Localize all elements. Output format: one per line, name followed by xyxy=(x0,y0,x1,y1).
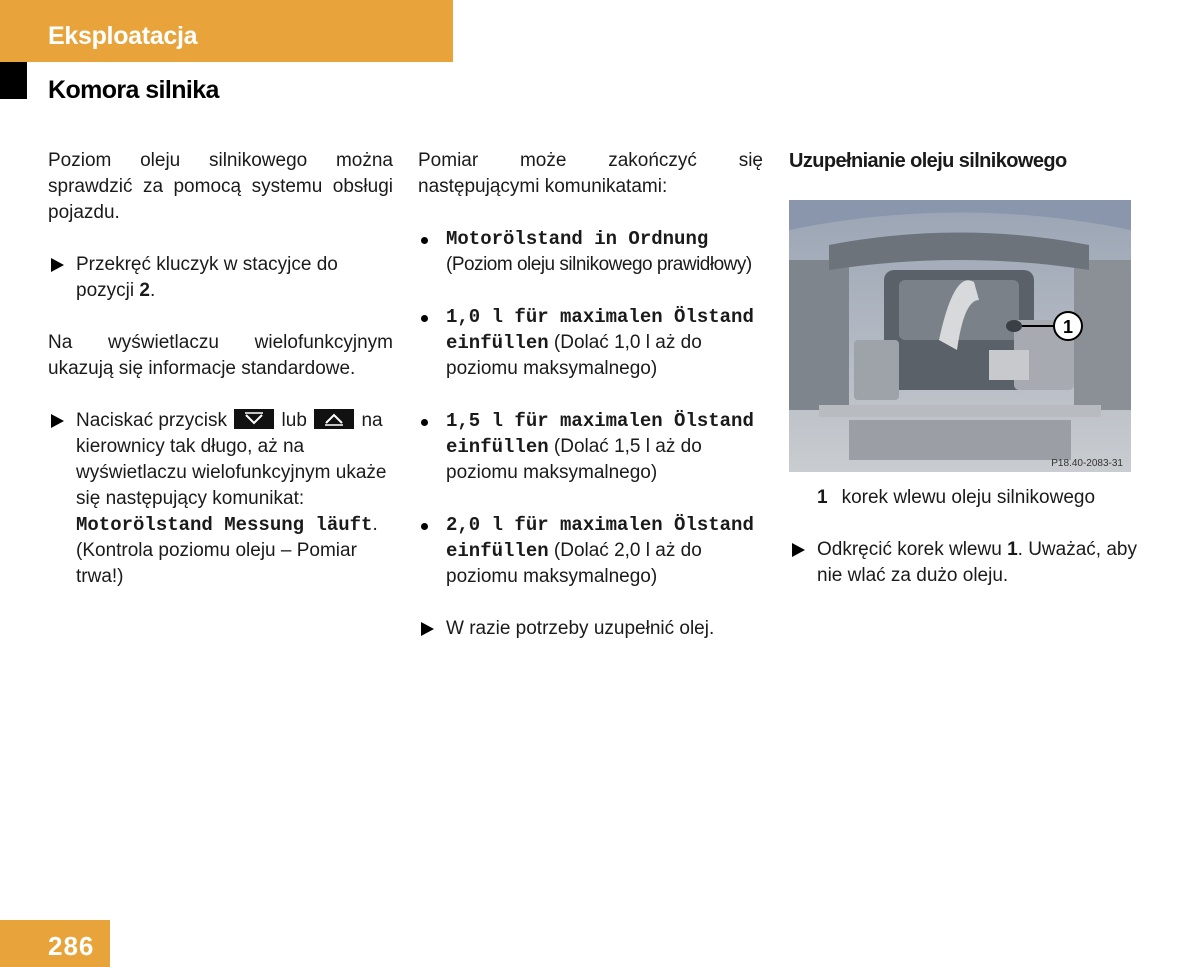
step-turn-key xyxy=(48,252,346,304)
paragraph-oil-check: Poziom oleju silnikowego można sprawdzić za pomocą systemu obsługi pojazdu. xyxy=(48,150,393,223)
column-1 xyxy=(48,148,393,590)
message-code: Motorölstand in Ordnung xyxy=(446,228,709,250)
photo-code: P18.40-2083-31 xyxy=(1051,458,1123,469)
step-text-a: Odkręcić korek wlewu xyxy=(817,539,1008,560)
message-desc: (Dolać 1,0 l aż do poziomu maksymalnego) xyxy=(446,332,702,379)
message-code: 1,5 l für maximalen Ölstand einfüllen xyxy=(446,410,754,458)
bullet-icon xyxy=(421,419,428,426)
display-message: Motorölstand Messung läuft xyxy=(76,514,373,536)
paragraph-display: Na wyświetlaczu wielofunkcyjnym ukazują się informacje standardowe. xyxy=(48,332,393,379)
step-text: Przekręć kluczyk w stacyjce do pozycji xyxy=(76,254,338,301)
step-text-or: lub xyxy=(281,410,307,431)
step-text: W razie potrzeby uzupełnić olej. xyxy=(446,618,715,639)
list-item xyxy=(418,408,763,486)
caption-number: 1 xyxy=(817,487,828,508)
message-desc: (Poziom oleju silnikowego prawidłowy) xyxy=(446,254,752,275)
photo-caption xyxy=(817,485,1095,511)
step-text-b: . Uważać, aby nie wlać za dużo oleju. xyxy=(817,539,1137,586)
step-top-up xyxy=(418,616,763,642)
arrow-up-button-icon xyxy=(314,409,354,429)
engine-bay-photo xyxy=(789,200,1131,472)
message-desc: (Dolać 2,0 l aż do poziomu maksymalnego) xyxy=(446,540,702,587)
step-arrow-icon xyxy=(421,622,434,636)
paragraph-messages-intro: Pomiar może zakończyć się następującymi komunikatami: xyxy=(418,150,763,197)
arrow-down-button-icon xyxy=(234,409,274,429)
position-number: 2 xyxy=(139,280,150,301)
message-translation: . (Kontrola poziomu oleju – Pomiar trwa!) xyxy=(76,514,378,587)
chapter-title: Eksploatacja xyxy=(48,22,198,50)
step-arrow-icon xyxy=(51,258,64,272)
step-arrow-icon xyxy=(792,543,805,557)
subsection-title: Uzupełnianie oleju silnikowego xyxy=(789,150,1067,172)
message-code: 2,0 l für maximalen Ölstand einfüllen xyxy=(446,514,754,562)
section-title: Komora silnika xyxy=(48,76,219,104)
step-arrow-icon xyxy=(51,414,64,428)
caption-text: korek wlewu oleju silnikowego xyxy=(841,487,1096,508)
page-number: 286 xyxy=(48,931,95,961)
cap-number: 1 xyxy=(1007,539,1018,560)
section-marker xyxy=(0,62,27,99)
message-desc: (Dolać 1,5 l aż do poziomu maksymalnego) xyxy=(446,436,702,483)
callout-number: 1 xyxy=(1062,317,1074,337)
step-press-button xyxy=(48,408,393,590)
bullet-icon xyxy=(421,315,428,322)
list-item xyxy=(418,226,763,278)
step-text-a: Naciskać przycisk xyxy=(76,410,227,431)
step-end: . xyxy=(149,280,156,301)
bullet-icon xyxy=(421,237,428,244)
step-open-cap xyxy=(789,537,1162,589)
column-3 xyxy=(789,148,1134,174)
message-code: 1,0 l für maximalen Ölstand einfüllen xyxy=(446,306,754,354)
column-2 xyxy=(418,148,763,642)
step-text-b: na kierownicy tak długo, aż na wyświetlaczu wielofunkcyjnym ukaże się następujący komunikat: xyxy=(76,410,387,509)
bullet-icon xyxy=(421,523,428,530)
list-item xyxy=(418,512,763,590)
list-item xyxy=(418,304,763,382)
